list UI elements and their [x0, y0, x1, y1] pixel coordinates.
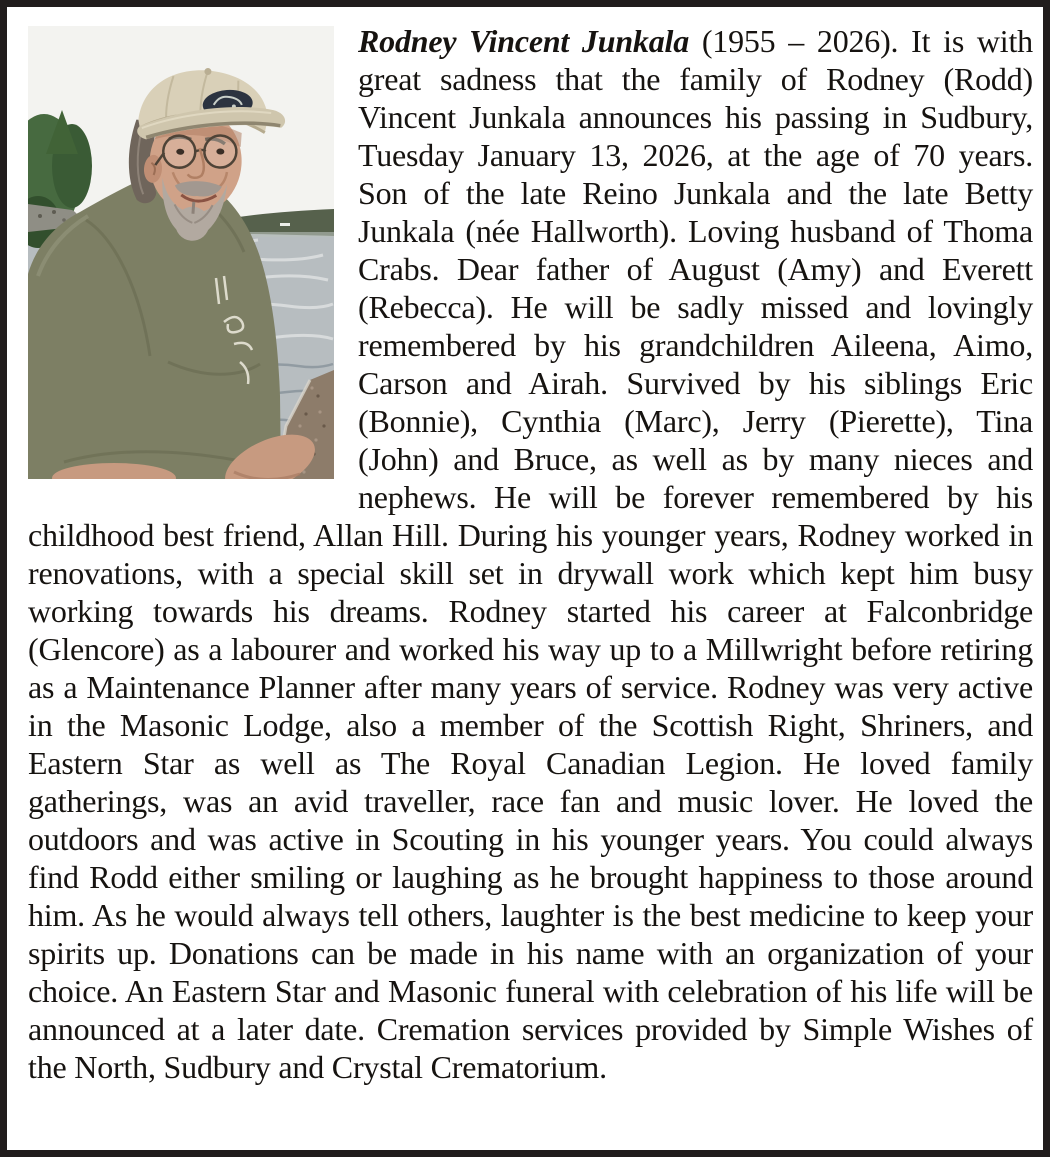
obituary-body: It is with great sadness that the family of Rodney (Rodd) Vincent Junkala announces his passing in Sudbury, Tuesday January 13, 2026, at the age of 70 years. Son of the late Reino Junkala and the late Betty Junkala (née Hallworth). Loving husband of Thoma Crabs. Dear father of August (Amy) and Everett (Rebecca). He will be sadly missed and lovingly remembered by his grandchildren Aileena, Aimo, Carson and Airah. Survived by his siblings Eric (Bonnie), Cynthia (Marc), Jerry (Pierette), Tina (John) and Bruce, as well as by many nieces and nephews. He will be forever remembered by his childhood best friend, Allan Hill. During his younger years, Rodney worked in renovations, with a special skill set in drywall work which kept him busy working towards his dreams. Rodney started his career at Falconbridge (Glencore) as a labourer and worked his way up to a Millwright before retiring as a Maintenance Planner after many years of service. Rodney was very active in the Masonic Lodge, also a member of the Scottish Right, Shriners, and Eastern Star as well as The Royal Canadian Legion. He loved family gatherings, was an avid traveller, race fan and music lover. He loved the outdoors and was active in Scouting in his younger years. You could always find Rodd either smiling or laughing as he brought happiness to those around him. As he would always tell others, laughter is the best medicine to keep your spirits up. Donations can be made in his name with an organization of your choice. An Eastern Star and Masonic funeral with celebration of his life will be announced at a later date. Cremation services provided by Simple Wishes of the North, Sudbury and Crystal Crematorium.: [28, 23, 1033, 1085]
obituary-text-block: [28, 22, 1033, 1086]
dock-speck: [280, 223, 290, 226]
deceased-lifespan: (1955 – 2026).: [689, 23, 899, 59]
lakeside-portrait-illustration: [28, 26, 334, 479]
deceased-photo: [28, 26, 334, 479]
shirt: [28, 176, 281, 479]
deceased-name: Rodney Vincent Junkala: [358, 23, 690, 59]
